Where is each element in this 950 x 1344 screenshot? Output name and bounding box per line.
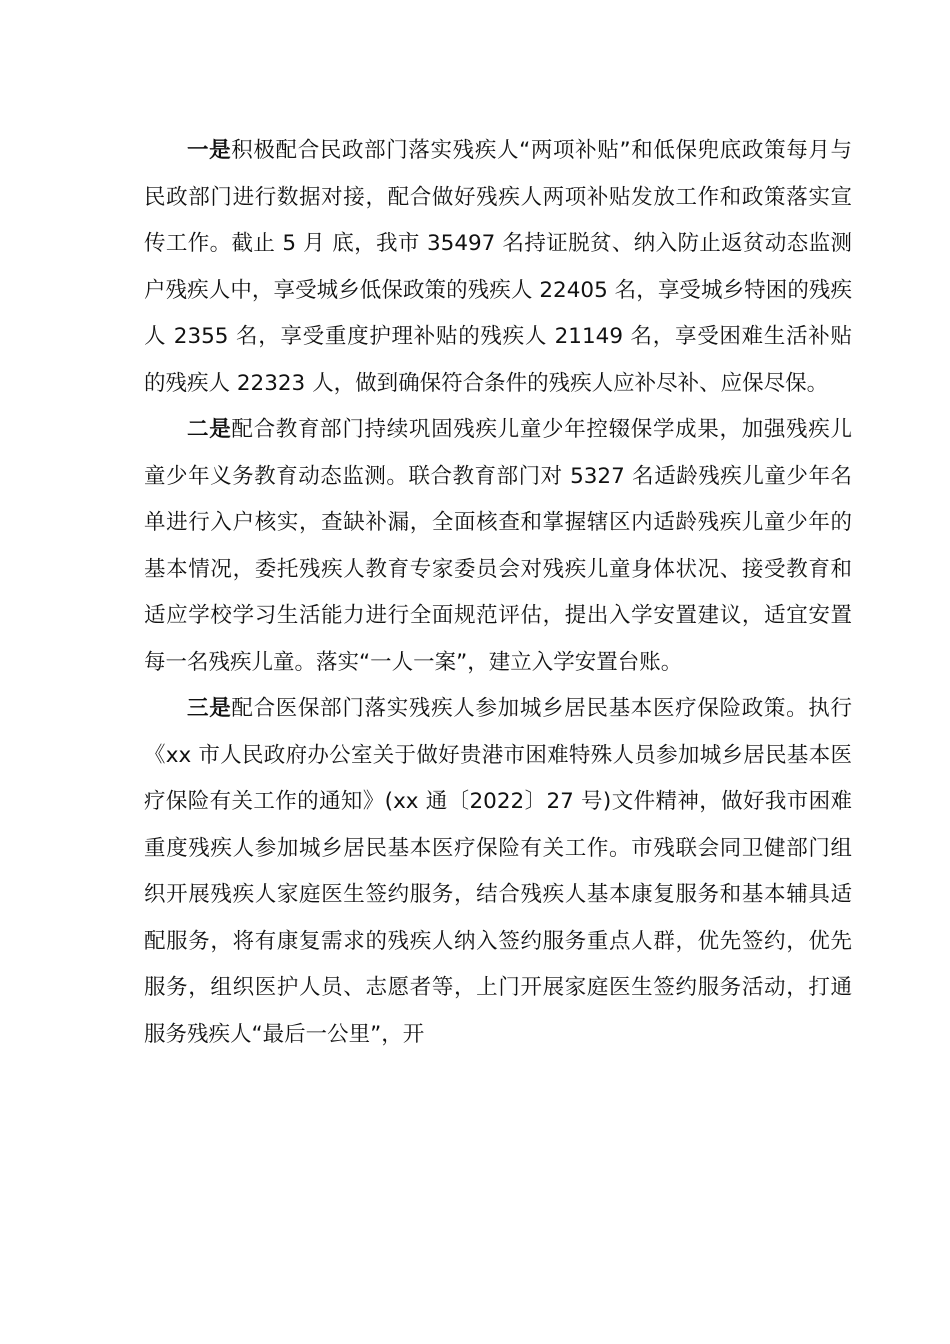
paragraph-1-lead: 一是	[187, 138, 232, 163]
paragraph-3	[144, 686, 852, 1058]
paragraph-1-text: 积极配合民政部门落实残疾人“两项补贴”和低保兜底政策每月与民政部门进行数据对接，配合做好残疾人两项补贴发放工作和政策落实宣传工作。截止 5 月 底，我市 35497 名持证脱贫、纳入防止返贫动态监测户残疾人中，享受城乡低保政策的残疾人 22405 名，享受城乡特困的残疾人 2355 名，享受重度护理补贴的残疾人 21149 名，享受困难生活补贴的残疾人 22323 人，做到确保符合条件的残疾人应补尽补、应保尽保。	[144, 138, 852, 396]
paragraph-2-lead: 二是	[187, 417, 232, 442]
document-body	[144, 128, 852, 1058]
paragraph-2	[144, 407, 852, 686]
paragraph-1	[144, 128, 852, 407]
paragraph-2-text: 配合教育部门持续巩固残疾儿童少年控辍保学成果，加强残疾儿童少年义务教育动态监测。联合教育部门对 5327 名适龄残疾儿童少年名单进行入户核实，查缺补漏，全面核查和掌握辖区内适龄残疾儿童少年的基本情况，委托残疾人教育专家委员会对残疾儿童身体状况、接受教育和适应学校学习生活能力进行全面规范评估，提出入学安置建议，适宜安置每一名残疾儿童。落实“一人一案”，建立入学安置台账。	[144, 417, 852, 675]
paragraph-3-lead: 三是	[187, 696, 232, 721]
paragraph-3-text: 配合医保部门落实残疾人参加城乡居民基本医疗保险政策。执行《xx 市人民政府办公室关于做好贵港市困难特殊人员参加城乡居民基本医疗保险有关工作的通知》(xx 通〔2022〕27 号)文件精神，做好我市困难重度残疾人参加城乡居民基本医疗保险有关工作。市残联会同卫健部门组织开展残疾人家庭医生签约服务，结合残疾人基本康复服务和基本辅具适配服务，将有康复需求的残疾人纳入签约服务重点人群，优先签约，优先服务，组织医护人员、志愿者等，上门开展家庭医生签约服务活动，打通服务残疾人“最后一公里”，开	[144, 696, 852, 1047]
